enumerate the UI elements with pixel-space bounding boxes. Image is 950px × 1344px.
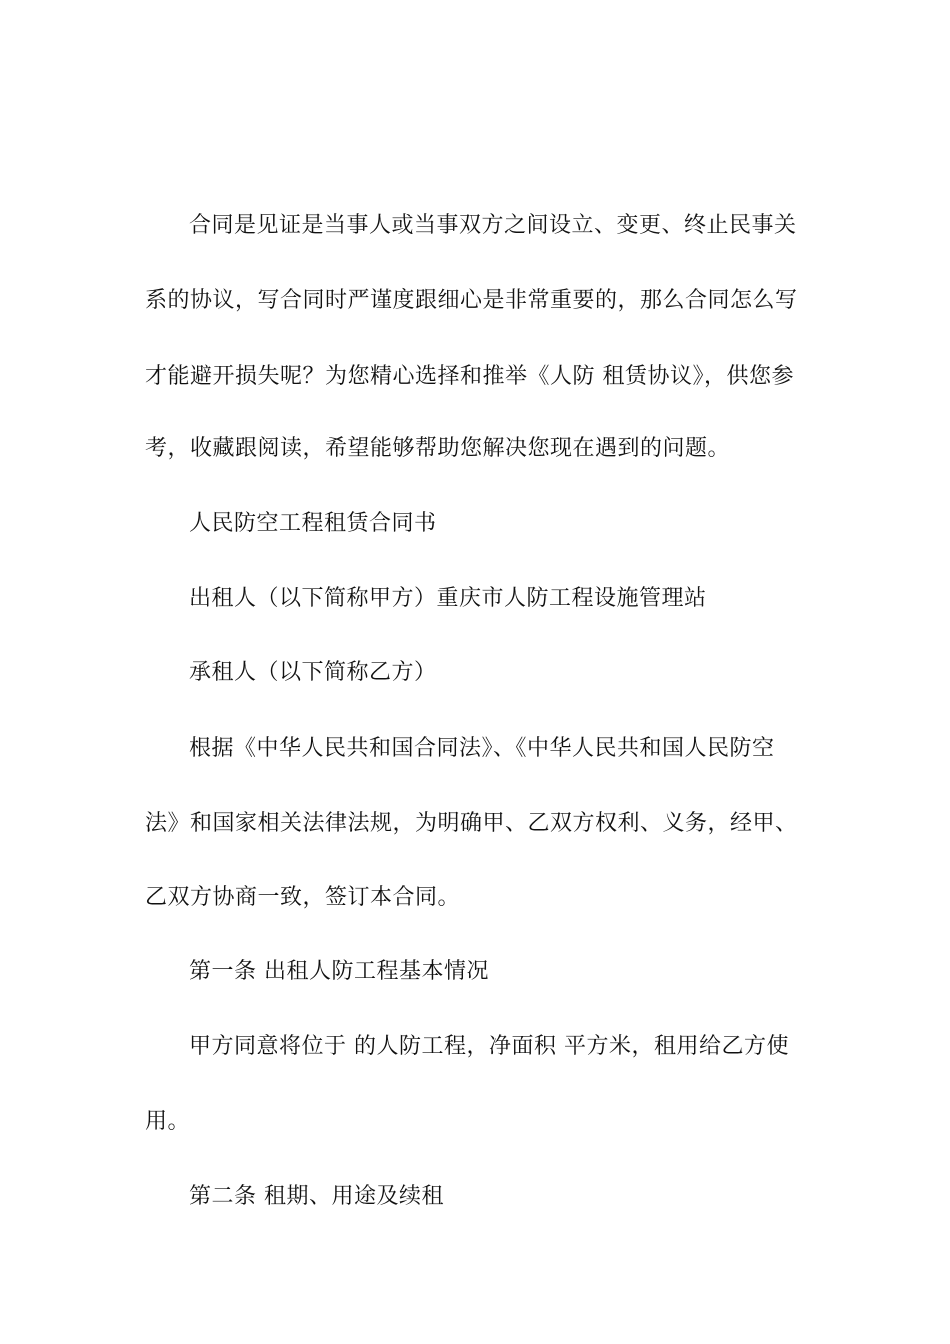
basis-paragraph-line-2: 法》和国家相关法律法规，为明确甲、乙双方权利、义务，经甲、 (145, 811, 798, 836)
basis-paragraph-line-3: 乙双方协商一致，签订本合同。 (145, 885, 461, 910)
lessee-line: 承租人（以下简称乙方） (189, 660, 437, 685)
intro-paragraph-line-4: 考，收藏跟阅读，希望能够帮助您解决您现在遇到的问题。 (145, 436, 731, 461)
intro-paragraph-line-1: 合同是见证是当事人或当事双方之间设立、变更、终止民事关 (189, 213, 797, 238)
contract-title: 人民防空工程租赁合同书 (189, 511, 437, 536)
basis-paragraph-line-1: 根据《中华人民共和国合同法》、《中华人民共和国人民防空 (189, 736, 775, 761)
intro-paragraph-line-2: 系的协议，写合同时严谨度跟细心是非常重要的，那么合同怎么写 (145, 288, 798, 313)
article-1-paragraph-line-1: 甲方同意将位于 的人防工程，净面积 平方米，租用给乙方使 (189, 1034, 789, 1059)
lessor-line: 出租人（以下简称甲方）重庆市人防工程设施管理站 (189, 586, 707, 611)
intro-paragraph-line-3: 才能避开损失呢？为您精心选择和推举《人防 租赁协议》，供您参 (145, 364, 794, 389)
article-1-heading: 第一条 出租人防工程基本情况 (189, 959, 489, 984)
article-2-heading: 第二条 租期、用途及续租 (189, 1184, 444, 1209)
article-1-paragraph-line-2: 用。 (145, 1109, 191, 1134)
